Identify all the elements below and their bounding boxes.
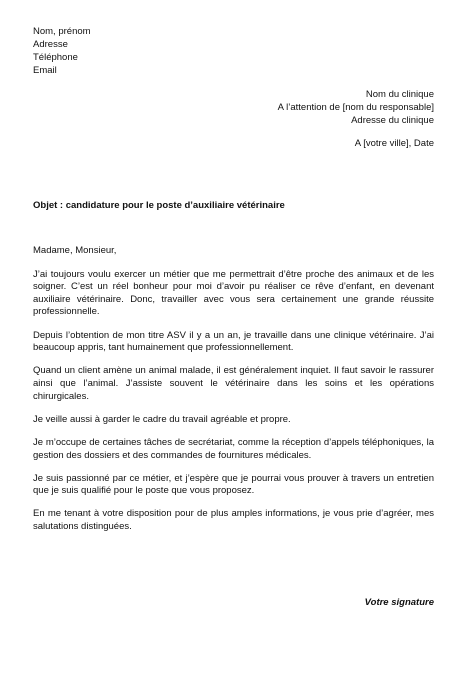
sender-phone: Téléphone	[33, 52, 78, 63]
paragraph: J’ai toujours voulu exercer un métier que me permettrait d’être proche des animaux et de les soigner. C’est un réel bonheur pour moi d’avoir pu réaliser ce rêve d’enfant, en devenant auxiliaire vétérinaire. Donc, travailler avec vous sera certainement une grande réussite professionnelle.	[33, 268, 434, 318]
sender-name: Nom, prénom	[33, 26, 91, 37]
paragraph: Depuis l’obtention de mon titre ASV il y a un an, je travaille dans une clinique vétérinaire. J’ai beaucoup appris, tant humainement que professionnellement.	[33, 329, 434, 354]
recipient-attention: A l’attention de [nom du responsable]	[277, 102, 434, 113]
sender-block	[33, 25, 91, 77]
letter-body	[33, 245, 434, 544]
sender-email: Email	[33, 65, 57, 76]
paragraph: En me tenant à votre disposition pour de plus amples informations, je vous prie d’agréer, mes salutations distinguées.	[33, 508, 434, 533]
recipient-address: Adresse du clinique	[351, 115, 434, 126]
recipient-block	[278, 88, 434, 127]
salutation: Madame, Monsieur,	[33, 245, 117, 256]
paragraph: Je m’occupe de certaines tâches de secrétariat, comme la réception d’appels téléphoniques, la gestion des dossiers et des commandes de fournitures médicales.	[33, 436, 434, 461]
paragraph: Je suis passionné par ce métier, et j’espère que je pourrai vous prouver à travers un entretien que je suis qualifié pour le poste que vous proposez.	[33, 472, 434, 497]
paragraph: Je veille aussi à garder le cadre du travail agréable et propre.	[33, 413, 291, 425]
subject-line: Objet : candidature pour le poste d’auxiliaire vétérinaire	[33, 200, 285, 211]
recipient-clinic: Nom du clinique	[365, 89, 434, 100]
paragraph: Quand un client amène un animal malade, il est généralement inquiet. Il faut savoir le rassurer ainsi que l’animal. J’assiste souvent le vétérinaire dans les soins et les opérations chirurgicales.	[33, 365, 434, 402]
date-line: A [votre ville], Date	[354, 138, 434, 149]
signature-line: Votre signature	[364, 597, 434, 608]
sender-address: Adresse	[33, 39, 68, 50]
